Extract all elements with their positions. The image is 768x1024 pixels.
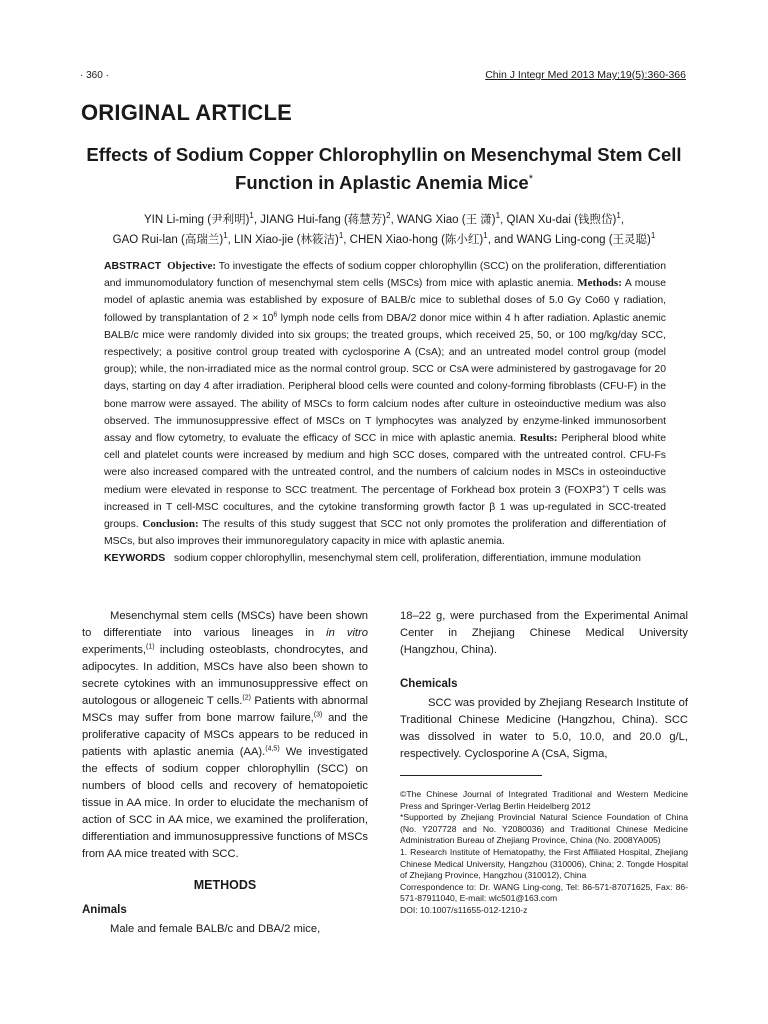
author-affiliation: 1 (650, 230, 656, 240)
title-footnote-marker: * (528, 173, 533, 185)
chemicals-subheading: Chemicals (400, 678, 458, 690)
author: JIANG Hui-fang (蒋慧芳) (260, 213, 387, 226)
author-affiliation: 1 (338, 230, 344, 240)
animals-paragraph-cont: 18–22 g, were purchased from the Experimental Animal Center in Zhejiang Chinese Medical University (Hangzhou, China). (400, 610, 688, 656)
intro-text: including osteoblasts, chondrocytes, and adipocytes. In addition, MSCs have also been shown to secrete cytokines with an immunosuppressive effect on autologous or allogeneic T cells. (82, 644, 368, 707)
methods-text: A mouse model of aplastic anemia was established by exposure of BALB/c mice to sublethal doses of 5.0 Gy Co60 γ radiation, followed by transplantation of 2 × 10 (104, 278, 666, 324)
author-affiliation: 1 (616, 211, 621, 220)
title-text: Effects of Sodium Copper Chlorophyllin on Mesenchymal Stem Cell Function in Aplastic Anemia Mice (86, 144, 682, 194)
author-affiliation: 2 (386, 211, 391, 220)
results-superscript: + (601, 483, 606, 491)
author: WANG Xiao (王 潇) (396, 213, 496, 226)
article-title (60, 143, 708, 195)
citation-ref[interactable]: (3) (313, 711, 323, 719)
author: GAO Rui-lan (高瑞兰) (112, 233, 224, 246)
citation-ref[interactable]: (4,5) (265, 745, 280, 753)
citation-ref[interactable]: (1) (146, 643, 155, 651)
intro-italic: in vitro (326, 627, 368, 639)
citation-ref[interactable]: (2) (242, 694, 251, 702)
author-affiliation: 1 (249, 211, 254, 220)
affiliations-note: 1. Research Institute of Hematopathy, the First Affiliated Hospital, Zhejiang Chinese Medical University, Hangzhou (310006), China; 2. Tongde Hospital of Zhejiang Province, Hangzhou (310012), China (400, 846, 688, 881)
abstract-heading: ABSTRACT (104, 261, 162, 272)
results-label: Results: (519, 432, 558, 445)
correspondence-note: Correspondence to: Dr. WANG Ling-cong, Tel: 86-571-87071625, Fax: 86-571-87911040, E-mail: wlc501@163.com (400, 881, 688, 904)
results-text-cont: ) T cells was increased in T cell-MSC cocultures, and the cytokine transforming growth factor β 1 was up-regulated in SCC-treated groups. (104, 484, 667, 531)
intro-text: experiments, (82, 644, 147, 656)
author-affiliation: 1 (495, 211, 501, 220)
copyright-note: ©The Chinese Journal of Integrated Traditional and Western Medicine Press and Springer-Verlag Berlin Heidelberg 2012 (400, 789, 688, 811)
body-left-column (82, 608, 368, 938)
author-line-2: GAO Rui-lan (高瑞兰)$^1$, LIN Xiao-jie (林筱洁)$^1$, CHEN Xiao-hong (陈小红)$^1$, and WANG Ling-cong (王灵聪)$^1$ (112, 230, 656, 246)
keywords-text: sodium copper chlorophyllin, mesenchymal stem cell, proliferation, differentiation, immune modulation (173, 553, 641, 565)
author: CHEN Xiao-hong (陈小红) (349, 233, 484, 246)
animals-paragraph: Male and female BALB/c and DBA/2 mice, (110, 923, 321, 935)
methods-exponent: 6 (273, 311, 278, 319)
body-right-column (400, 608, 688, 763)
intro-text: and the proliferative capacity of MSCs appears to be reduced in patients with aplastic anemia (AA). (82, 712, 369, 758)
journal-citation[interactable]: Chin J Integr Med 2013 May;19(5):360-366 (485, 69, 686, 81)
author: LIN Xiao-jie (林筱洁) (234, 233, 339, 246)
intro-text: Patients with abnormal MSCs may suffer from bone marrow failure, (82, 695, 368, 724)
abstract (104, 258, 666, 568)
author-line-1: YIN Li-ming (尹利明)$^1$, JIANG Hui-fang (蒋慧芳)$^2$, WANG Xiao (王 潇)$^1$, QIAN Xu-dai (钱煦岱)$^1$, (143, 211, 625, 226)
author: QIAN Xu-dai (钱煦岱) (506, 213, 617, 226)
author-affiliation: 1 (483, 230, 488, 240)
author: YIN Li-ming (尹利明) (143, 213, 250, 226)
conclusion-text: The results of this study suggest that SCC not only promotes the proliferation and differentiation of MSCs, but also improves their immunoregulatory capacity in mice with aplastic anemia. (104, 519, 666, 548)
article-type: ORIGINAL ARTICLE (81, 100, 292, 125)
page-number: · 360 · (80, 70, 109, 81)
intro-paragraph (82, 608, 368, 863)
methods-text-cont: lymph node cells from DBA/2 donor mice within 4 h after radiation. Aplastic anemic BALB/c mice were randomly divided into six groups; the treated groups, which received 25, 50, or 100 mg/kg/day SCC, respectively; a positive control group treated with cyclosporine A (CsA); and an untreated model control group (model group); while, the non-irradiated mice as the normal control group. SCC or CsA were administered by gastrogavage for 20 days, starting on day 4 after irradiation. Peripheral blood cells were counted and colony-forming fibroblasts (CFU-F) in the bone marrow were assayed. The ability of MSCs to form calcium nodes after culture in osteoinductive medium was also observed. The immunosuppressive effect of MSCs on T lymphocytes was analyzed by enzyme-linked immunosorbent assay and flow cytometry, to evaluate the efficacy of SCC in mice with aplastic anemia. (104, 312, 666, 445)
funding-note: *Supported by Zhejiang Provincial Natural Science Foundation of China (No. Y207728 and No. Y2080036) and Traditional Chinese Medicine Administration Bureau of Zhejiang Province, China (No. 2008YA005) (400, 812, 688, 846)
results-text: Peripheral blood white cell and platelet counts were increased by medium and high SCC doses, compared with the untreated control. CFU-Fs were also increased compared with the untreated control, and the numbers of calcium nodes in MSCs in osteoinductive medium were elevated in response to SCC treatment. The percentage of Forkhead box protein 3 (FOXP3 (104, 433, 666, 496)
intro-text: We investigated the effects of sodium copper chlorophyllin (SCC) on numbers of blood cells and recovery of hematopoietic tissue in AA mice. In order to elucidate the mechanism of action of SCC in AA mice, we examined the proliferation, differentiation and immunosuppressive functions of MSCs from AA mice treated with SCC. (82, 746, 368, 860)
objective-text: To investigate the effects of sodium copper chlorophyllin (SCC) on the proliferation, differentiation and immunomodulatory function of mesenchymal stem cells (MSCs) from mice with aplastic anemia. (104, 261, 666, 290)
conclusion-label: Conclusion: (142, 518, 199, 531)
author-list (60, 208, 708, 248)
footnote-divider (400, 775, 542, 776)
objective-label: Objective: (167, 260, 216, 272)
intro-text: Mesenchymal stem cells (MSCs) have been shown to differentiate into various lineages in (82, 610, 368, 639)
author: WANG Ling-cong (王灵聪) (516, 233, 651, 246)
doi-note[interactable]: DOI: 10.1007/s11655-012-1210-z (400, 904, 528, 915)
methods-heading: METHODS (193, 878, 257, 892)
author-affiliation: 1 (223, 230, 228, 240)
footnotes (400, 789, 688, 917)
methods-label: Methods: (577, 277, 622, 290)
chemicals-paragraph: SCC was provided by Zhejiang Research Institute of Traditional Chinese Medicine (Hangzhou, China). SCC was dissolved in water to 5.0, 10.0, and 20.0 g/L, respectively. Cyclosporine A (CsA, Sigma, (400, 697, 688, 760)
keywords-label: KEYWORDS (104, 553, 166, 565)
animals-subheading: Animals (82, 904, 127, 916)
author-and: and (494, 233, 514, 246)
